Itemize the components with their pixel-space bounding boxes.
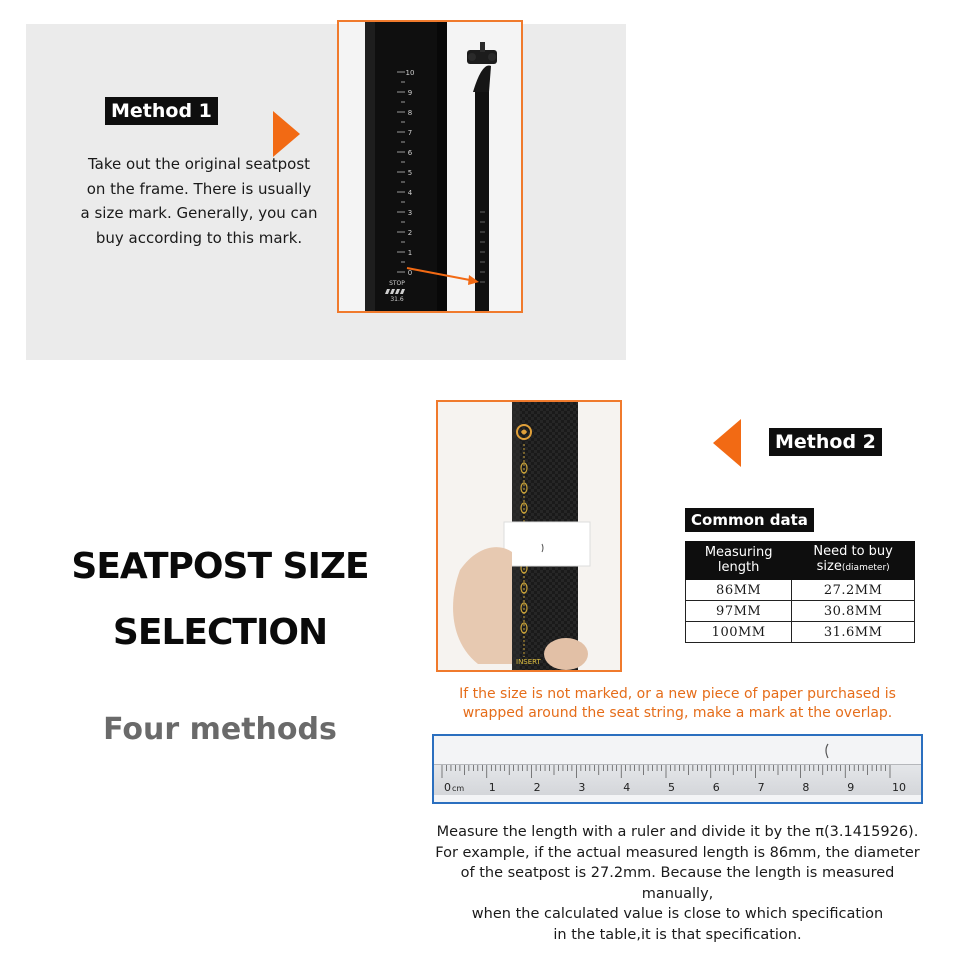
ruler-label: 3 [578,781,586,794]
measuring-illustration [438,402,620,670]
method1-line: Take out the original seatpost [87,155,311,173]
ruler-scale [434,765,921,795]
seatpost-small [475,92,489,311]
table-cell-length: 97MM [686,601,792,622]
scale-label: 4 [407,189,413,197]
orange-note-line: wrapped around the seat string, make a mark at the overlap. [462,705,893,721]
ruler-label: 0 [444,781,451,794]
seatpost-large [365,22,447,311]
scale-label: 1 [407,249,413,257]
explanation-line: Measure the length with a ruler and divide it by the π(3.1415926). [436,824,919,840]
method1-line: on the frame. There is usually [86,179,312,198]
size-mark: 31.6 [390,296,404,303]
method1-tag: Method 1 [105,97,218,125]
arrow-left-icon [713,419,741,467]
hand-illustration [453,547,512,664]
subheading: Four methods [103,712,337,747]
ruler-label: 9 [847,781,855,794]
ruler-unit: cm [452,784,465,793]
bottom-explanation [425,822,930,945]
common-data-table [685,541,915,643]
explanation-line: when the calculated value is close to which specification [471,906,884,922]
explanation-line: For example, if the actual measured length is 86mm, the diameter [435,844,920,861]
scale-label: 3 [407,209,413,217]
scale-label: 6 [407,149,413,157]
scale-label: 7 [407,129,413,137]
page-headline [40,534,400,666]
ruler-label: 2 [533,781,541,794]
overlap-mark [820,742,832,762]
ruler [434,764,921,795]
headline-line1: SEATPOST SIZE [71,546,369,587]
method2-tag: Method 2 [769,428,882,456]
scale-label: 9 [407,89,413,97]
orange-note [430,685,925,723]
scale-label: 5 [407,169,413,177]
ruler-label: 6 [712,781,720,794]
ruler-label: 7 [757,781,765,794]
table-header-row [686,542,915,580]
method1-line: a size mark. Generally, you can [80,204,318,222]
table-header-size: Need to buy size(diameter) [792,542,915,580]
explanation-line: in the table,it is that specification. [553,926,802,943]
stop-label: STOP [389,280,405,287]
table-row [686,622,915,643]
headline-line2: SELECTION [112,612,328,653]
table-cell-length: 100MM [686,622,792,643]
table-cell-size: 30.8MM [792,601,915,622]
method2-photo [436,400,622,672]
orange-note-line: If the size is not marked, or a new piece of paper purchased is [459,686,896,702]
ruler-label: 4 [623,781,631,794]
scale-label: 10 [405,69,415,77]
scale-label: 0 [407,269,413,277]
method1-photo [337,20,523,313]
explanation-line: of the seatpost is 27.2mm. Because the length is measured manually, [460,865,895,902]
arrow-right-icon [273,111,300,157]
table-header-length: Measuring length [686,542,792,580]
common-data-tag: Common data [685,508,814,532]
insert-label: INSERT [516,658,541,666]
paper-strip [504,522,590,566]
ruler-label: 1 [488,781,496,794]
seatpost-illustration [339,22,521,311]
scale-label: 8 [407,109,413,117]
table-row [686,601,915,622]
ruler-label: 8 [802,781,810,794]
table-cell-size: 27.2MM [792,580,915,601]
ruler-label: 5 [668,781,675,794]
table-cell-size: 31.6MM [792,622,915,643]
scale-label: 2 [407,229,413,237]
ruler-label: 10 [892,781,906,794]
table-cell-length: 86MM [686,580,792,601]
method1-description [54,152,344,250]
table-row [686,580,915,601]
method1-line: buy according to this mark. [95,228,303,247]
